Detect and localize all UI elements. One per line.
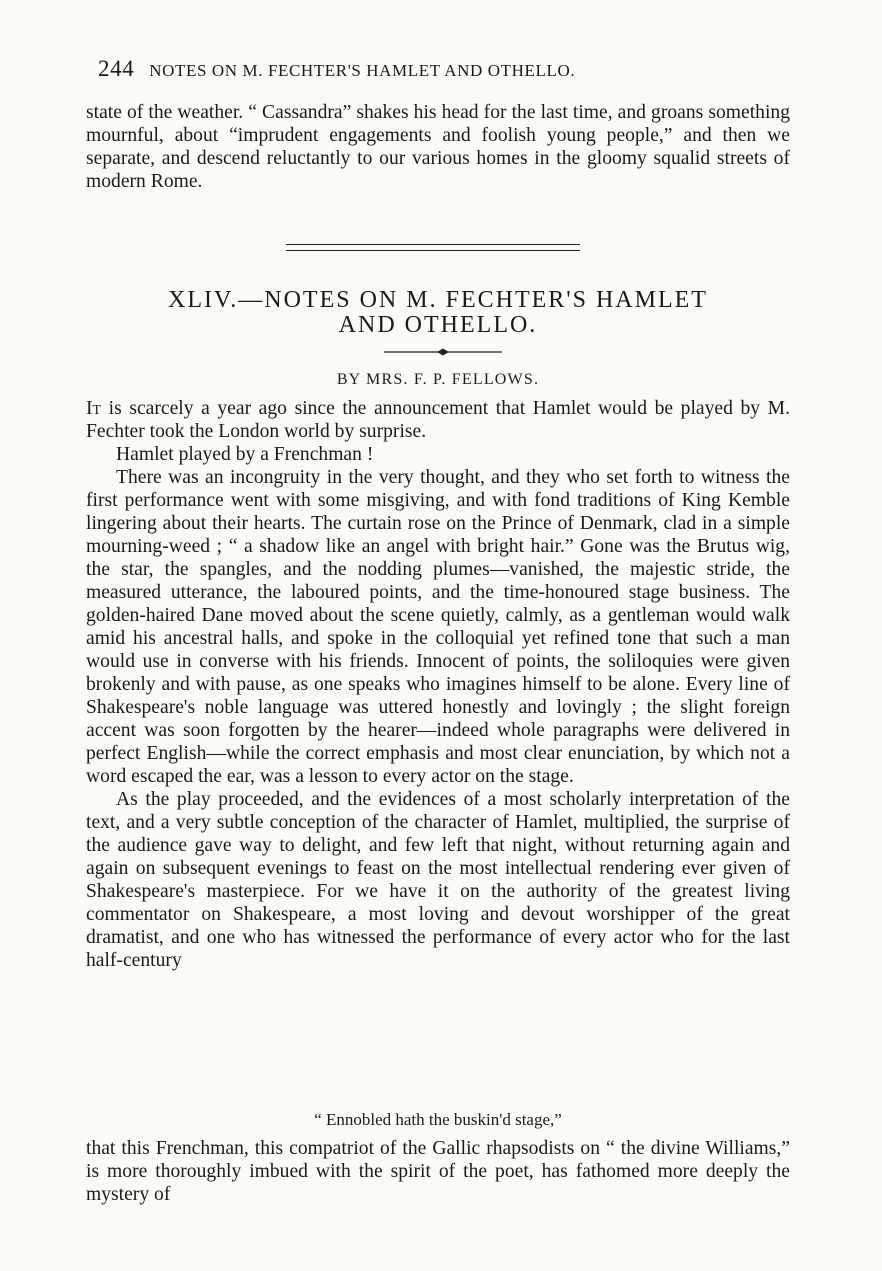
section-divider bbox=[286, 244, 580, 251]
byline: BY MRS. F. P. FELLOWS. bbox=[336, 371, 540, 388]
paragraph-3: There was an incongruity in the very thought, and they who set forth to witness the first performance went with some misgiving, and with fond traditions of King Kemble lingering about their hearts. The curtain rose on the Prince of Denmark, clad in a simple mourning-weed ; “ a shadow like an angel with bright hair.” Gone was the Brutus wig, the star, the spangles, and the nodding plumes—vanished, the majestic stride, the measured utterance, the laboured points, and the time-honoured stage business. The golden-haired Dane moved about the scene quietly, calmly, as a gentleman would walk amid his ancestral halls, and spoke in the colloquial yet refined tone that such a man would use in converse with his friends. Innocent of points, the soliloquies were given brokenly and with pause, as one speaks who imagines himself to be alone. Every line of Shakespeare's noble language was uttered honestly and lovingly ; the slight foreign accent was soon forgotten by the hearer—indeed whole paragraphs were delivered in perfect English—while the correct emphasis and most clear enunciation, by which not a word escaped the ear, was a lesson to every actor on the stage. bbox=[86, 467, 790, 787]
paragraph-4: As the play proceeded, and the evidences of a most scholarly interpretation of the text, and a very subtle conception of the character of Hamlet, multiplied, the surprise of the audience gave way to delight, and few left that night, without returning again and again on subsequent evenings to feast on the most intellectual rendering ever given of Shakespeare's masterpiece. For we have it on the authority of the greatest living commentator on Shakespeare, a most loving and devout worshipper of the great dramatist, and one who has witnessed the performance of every actor who for the last half-century bbox=[86, 789, 790, 971]
article-heading-line1: XLIV.—NOTES ON M. FECHTER'S HAMLET bbox=[168, 287, 708, 313]
ornament-dash bbox=[384, 346, 502, 358]
article-continuation bbox=[86, 1137, 790, 1206]
article-heading-line2: AND OTHELLO. bbox=[338, 312, 538, 338]
article-heading bbox=[86, 288, 790, 338]
previous-paragraph: state of the weather. “ Cassandra” shakes his head for the last time, and groans something mournful, about “imprudent engagements and foolish young people,” and then we separate, and descend reluctantly to our various homes in the gloomy squalid streets of modern Rome. bbox=[86, 102, 790, 192]
article-body bbox=[86, 397, 790, 972]
block-quote: “ Ennobled hath the buskin'd stage,” bbox=[314, 1110, 562, 1129]
running-title: NOTES ON M. FECHTER'S HAMLET AND OTHELLO. bbox=[149, 61, 576, 80]
paragraph-2: Hamlet played by a Frenchman ! bbox=[116, 444, 374, 465]
paragraph-5: that this Frenchman, this compatriot of the Gallic rhapsodists on “ the divine Williams,” is more thoroughly imbued with the spirit of the poet, has fathomed more deeply the mystery of bbox=[86, 1138, 790, 1205]
running-head bbox=[98, 56, 798, 82]
paragraph-1 bbox=[86, 397, 790, 443]
drop-word: It bbox=[86, 398, 102, 419]
previous-article-ending bbox=[86, 101, 790, 193]
page-number: 244 bbox=[98, 56, 135, 81]
paragraph-1-text: is scarcely a year ago since the announcement that Hamlet would be played by M. Fechter took the London world by surprise. bbox=[86, 398, 790, 442]
